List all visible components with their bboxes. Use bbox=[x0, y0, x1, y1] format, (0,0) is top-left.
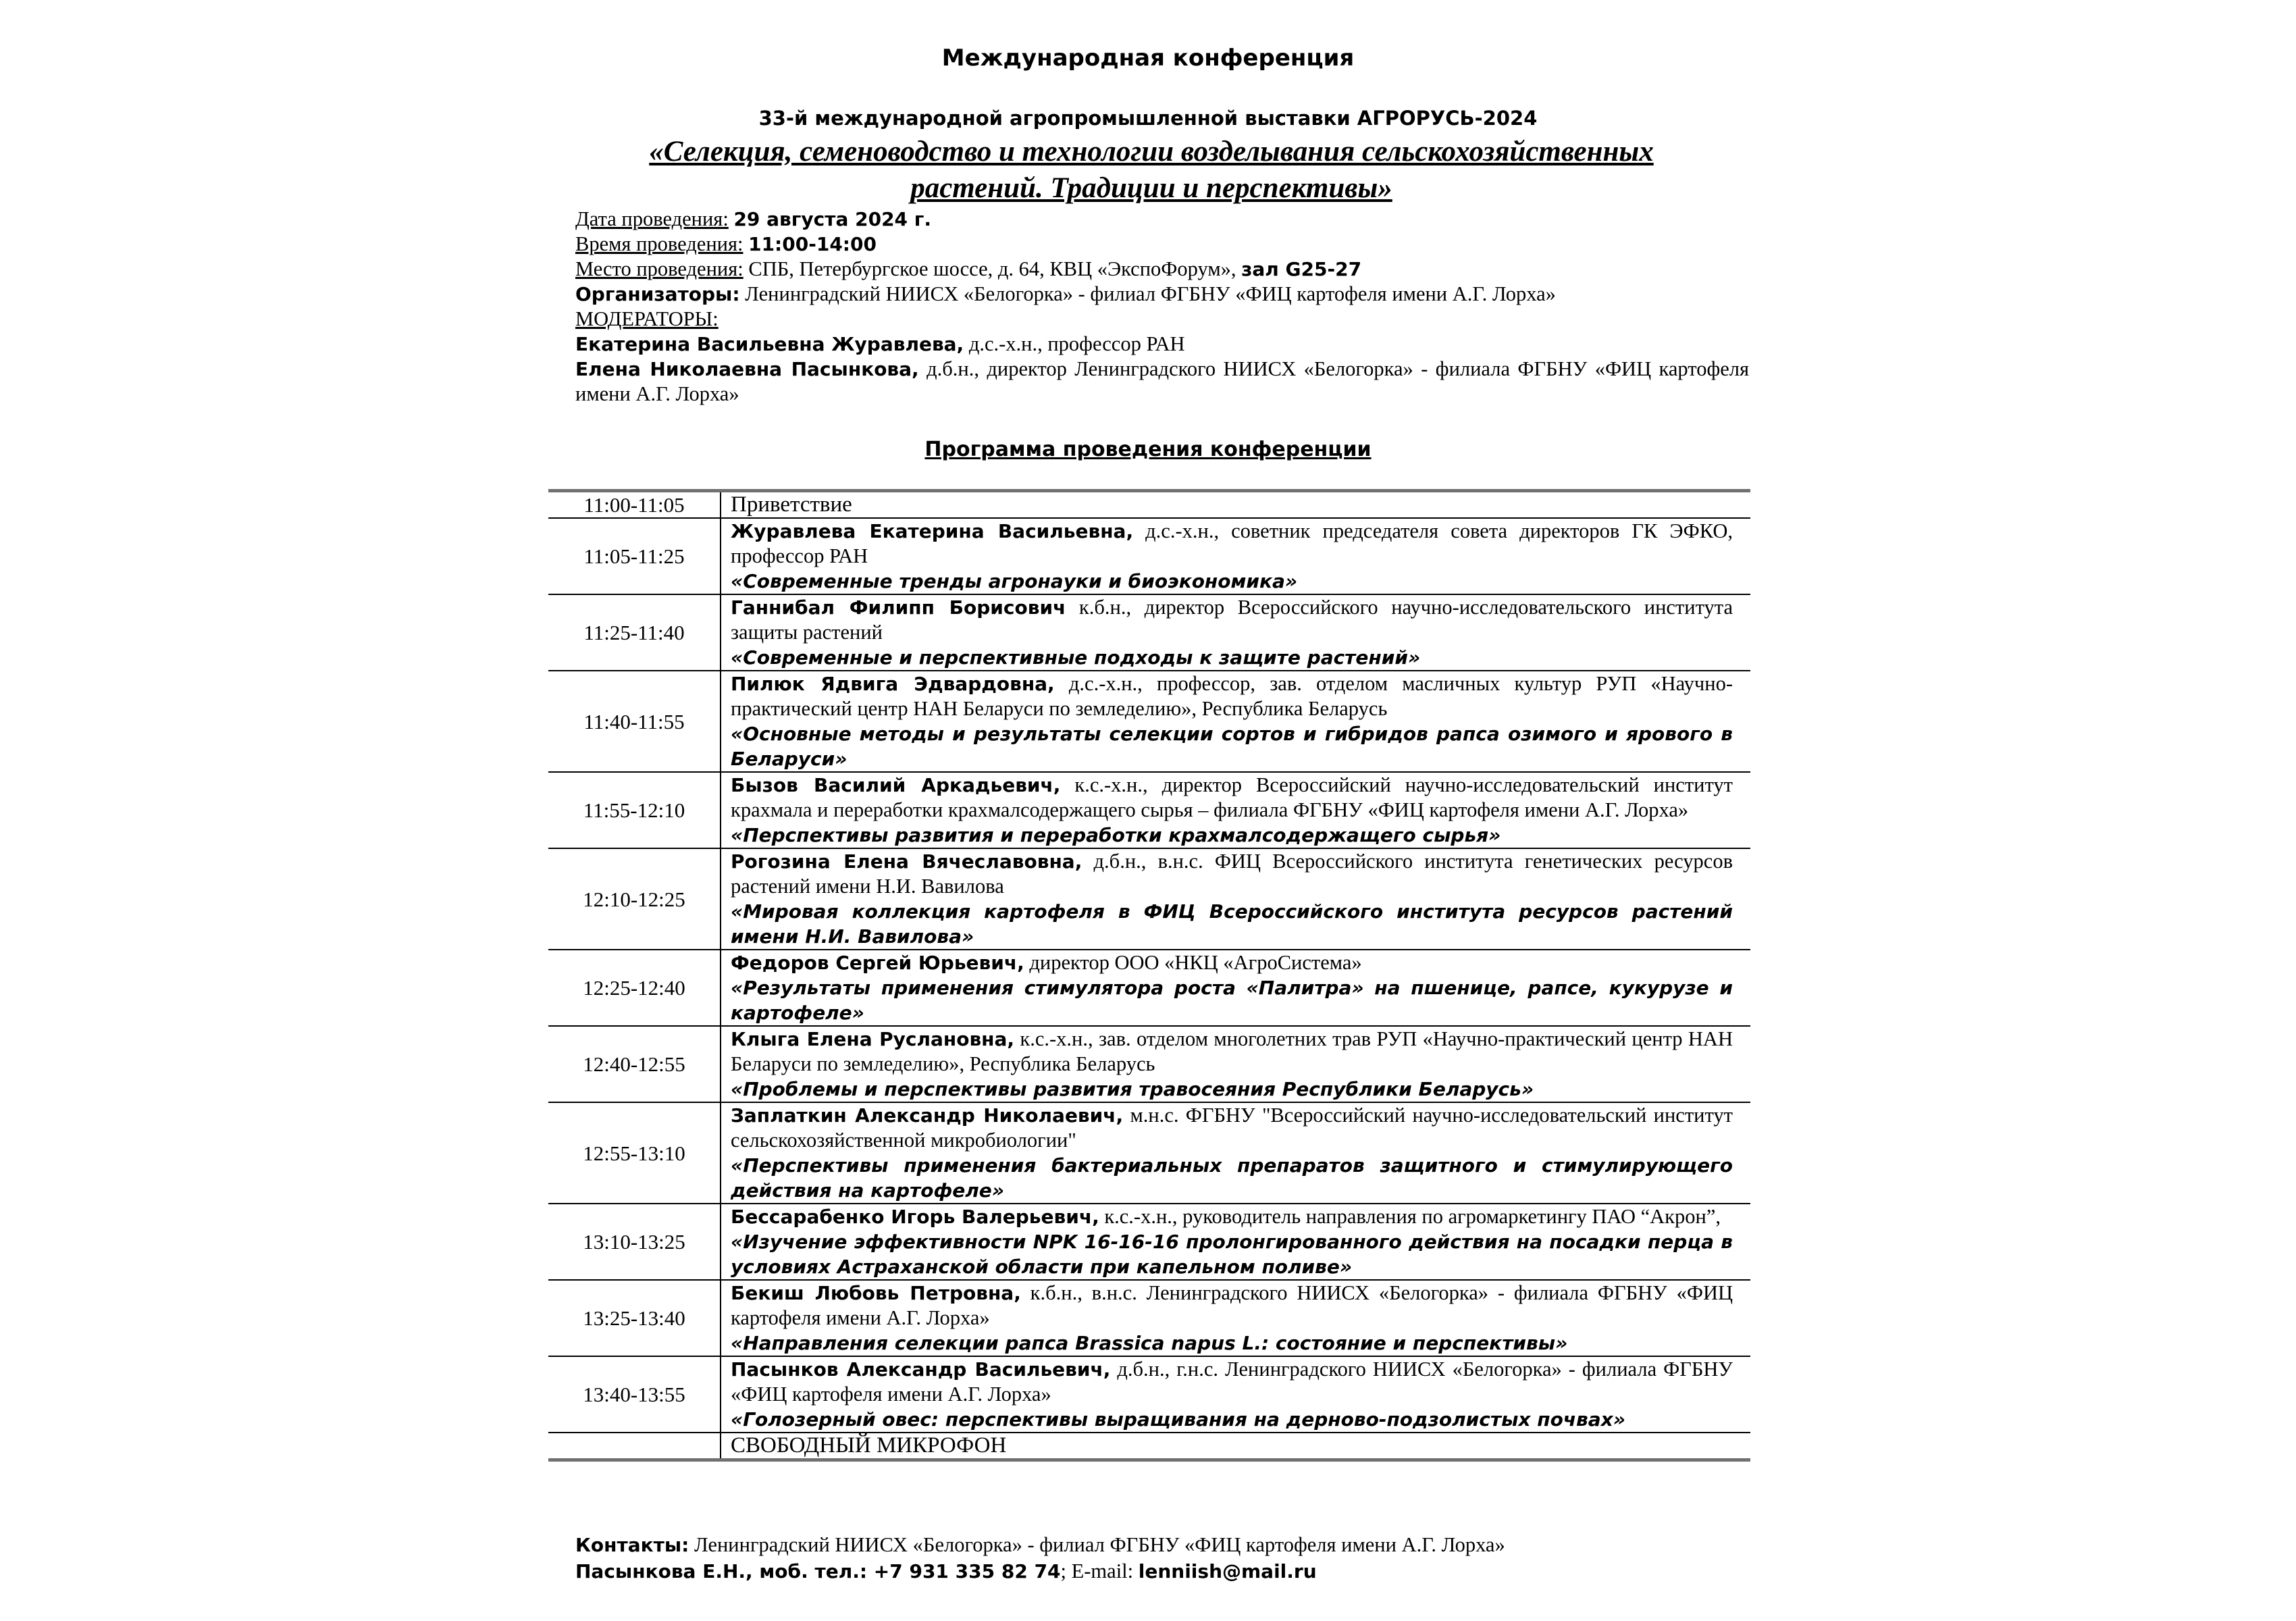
speaker-name: Рогозина Елена Вячеславовна, bbox=[731, 850, 1082, 873]
talk-topic: «Основные методы и результаты селекции сортов и гибридов рапса озимого и ярового в Беларуси» bbox=[731, 723, 1733, 770]
agenda-description bbox=[721, 1280, 1750, 1356]
speaker-name: Пилюк Ядвига Эдвардовна, bbox=[731, 673, 1055, 695]
agenda-time: 12:40-12:55 bbox=[548, 1026, 721, 1102]
agenda-description bbox=[721, 518, 1750, 594]
speaker-details: к.с.-х.н., руководитель направления по агромаркетингу ПАО “Акрон”, bbox=[1099, 1205, 1721, 1228]
speaker-name: Бекиш Любовь Петровна, bbox=[731, 1282, 1021, 1304]
talk-topic: «Перспективы применения бактериальных препаратов защитного и стимулирующего действия на картофеле» bbox=[731, 1154, 1733, 1202]
agenda-time: 11:55-12:10 bbox=[548, 772, 721, 848]
talk-topic: «Мировая коллекция картофеля в ФИЦ Всероссийского института ресурсов растений имени Н.И. Вавилова» bbox=[731, 900, 1733, 948]
agenda-time: 13:10-13:25 bbox=[548, 1204, 721, 1280]
agenda-row bbox=[548, 1204, 1750, 1280]
date-label: Дата проведения: bbox=[575, 207, 729, 230]
agenda-time: 11:40-11:55 bbox=[548, 671, 721, 772]
agenda-time: 12:25-12:40 bbox=[548, 950, 721, 1026]
moderator-2-name: Елена Николаевна Пасынкова, bbox=[575, 358, 919, 380]
agenda-time: 11:25-11:40 bbox=[548, 594, 721, 671]
agenda-description bbox=[721, 772, 1750, 848]
moderator-2 bbox=[575, 357, 1749, 407]
speaker-details: м.н.с. ФГБНУ "Всероссийский научно-исследовательский институт сельскохозяйственной микробиологии" bbox=[731, 1104, 1733, 1152]
place-label: Место проведения: bbox=[575, 257, 743, 280]
place-line bbox=[575, 257, 1749, 282]
agenda-time: 12:10-12:25 bbox=[548, 848, 721, 950]
event-info bbox=[575, 207, 1749, 407]
organizers-line bbox=[575, 282, 1749, 307]
speaker-details: к.б.н., в.н.с. Ленинградского НИИСХ «Белогорка» - филиала ФГБНУ «ФИЦ картофеля имени А.Г. Лорха» bbox=[731, 1281, 1733, 1329]
contact-person-phone: Пасынкова Е.Н., моб. тел.: +7 931 335 82 74 bbox=[575, 1560, 1061, 1583]
agenda-row bbox=[548, 1356, 1750, 1433]
place-value: СПБ, Петербургское шоссе, д. 64, КВЦ «ЭкспоФорум», bbox=[748, 257, 1242, 280]
talk-topic: «Направления селекции рапса Brassica napus L.: состояние и перспективы» bbox=[731, 1332, 1568, 1354]
speaker-details: д.с.-х.н., советник председателя совета директоров ГК ЭФКО, профессор РАН bbox=[731, 519, 1733, 567]
conference-title: «Селекция, семеноводство и технологии возделывания сельскохозяйственных растений. Традиции и перспективы» bbox=[649, 136, 1654, 204]
agenda-description bbox=[721, 1356, 1750, 1433]
agenda-row bbox=[548, 950, 1750, 1026]
conference-label: Международная конференция bbox=[941, 45, 1355, 72]
agenda-description bbox=[721, 950, 1750, 1026]
speaker-details: к.б.н., директор Всероссийского научно-исследовательского института защиты растений bbox=[731, 596, 1733, 644]
talk-topic: «Голозерный овес: перспективы выращивания на дерново-подзолистых почвах» bbox=[731, 1408, 1625, 1431]
agenda-description bbox=[721, 1204, 1750, 1280]
agenda-description bbox=[721, 594, 1750, 671]
agenda-description bbox=[721, 1102, 1750, 1204]
speaker-name: Бессарабенко Игорь Валерьевич, bbox=[731, 1206, 1099, 1228]
speaker-details: директор ООО «НКЦ «АгроСистема» bbox=[1024, 951, 1362, 974]
talk-topic: «Современные и перспективные подходы к защите растений» bbox=[731, 646, 1421, 669]
agenda-description bbox=[721, 1026, 1750, 1102]
agenda-text: СВОБОДНЫЙ МИКРОФОН bbox=[721, 1433, 1750, 1460]
agenda-time: 12:55-13:10 bbox=[548, 1102, 721, 1204]
agenda-description bbox=[721, 671, 1750, 772]
talk-topic: «Изучение эффективности NPK 16-16-16 пролонгированного действия на посадки перца в условиях Астраханской области при капельном поливе» bbox=[731, 1231, 1733, 1278]
agenda-table bbox=[548, 489, 1750, 1462]
speaker-name: Пасынков Александр Васильевич, bbox=[731, 1358, 1111, 1381]
agenda-row bbox=[548, 594, 1750, 671]
speaker-name: Клыга Елена Руслановна, bbox=[731, 1028, 1015, 1050]
talk-topic: «Проблемы и перспективы развития травосеяния Республики Беларусь» bbox=[731, 1078, 1534, 1100]
time-line bbox=[575, 232, 1749, 257]
speaker-details: д.с.-х.н., профессор, зав. отделом масличных культур РУП «Научно-практический центр НАН Беларуси по земледелию», Республика Беларусь bbox=[731, 672, 1733, 720]
program-heading: Программа проведения конференции bbox=[924, 438, 1372, 461]
agenda-time: 11:00-11:05 bbox=[548, 491, 721, 519]
talk-topic: «Перспективы развития и переработки крахмалсодержащего сырья» bbox=[731, 824, 1501, 846]
speaker-name: Ганнибал Филипп Борисович bbox=[731, 596, 1066, 619]
time-label: Время проведения: bbox=[575, 232, 743, 255]
exhibition-subtitle: 33-й международной агропромышленной выставки АГРОРУСЬ-2024 bbox=[758, 107, 1538, 130]
agenda-row bbox=[548, 1026, 1750, 1102]
agenda-row bbox=[548, 1102, 1750, 1204]
date-value: 29 августа 2024 г. bbox=[733, 208, 932, 230]
speaker-name: Федоров Сергей Юрьевич, bbox=[731, 952, 1024, 974]
moderator-1-role: д.с.-х.н., профессор РАН bbox=[964, 332, 1185, 355]
organizers-value: Ленинградский НИИСХ «Белогорка» - филиал ФГБНУ «ФИЦ картофеля имени А.Г. Лорха» bbox=[739, 282, 1556, 305]
moderator-1 bbox=[575, 332, 1749, 357]
agenda-row bbox=[548, 518, 1750, 594]
moderators-label: МОДЕРАТОРЫ: bbox=[575, 307, 719, 330]
speaker-details: к.с.-х.н., директор Всероссийский научно-исследовательский институт крахмала и переработки крахмалсодержащего сырья – филиала ФГБНУ «ФИЦ картофеля имени А.Г. Лорха» bbox=[731, 773, 1733, 821]
agenda-row bbox=[548, 848, 1750, 950]
agenda-row bbox=[548, 671, 1750, 772]
agenda-row bbox=[548, 491, 1750, 519]
speaker-name: Журавлева Екатерина Васильевна, bbox=[731, 520, 1134, 542]
agenda-time bbox=[548, 1433, 721, 1460]
speaker-details: к.с.-х.н., зав. отделом многолетних трав РУП «Научно-практический центр НАН Беларуси по земледелию», Республика Беларусь bbox=[731, 1027, 1733, 1075]
email-address: lenniish@mail.ru bbox=[1138, 1560, 1317, 1583]
agenda-text: Приветствие bbox=[721, 491, 1750, 519]
moderator-2-role: д.б.н., директор Ленинградского НИИСХ «Белогорка» - филиала ФГБНУ «ФИЦ картофеля имени А.Г. Лорха» bbox=[575, 357, 1749, 405]
contacts-label: Контакты: bbox=[575, 1534, 689, 1556]
moderator-1-name: Екатерина Васильевна Журавлева, bbox=[575, 333, 964, 355]
speaker-details: д.б.н., в.н.с. ФИЦ Всероссийского института генетических ресурсов растений имени Н.И. Вавилова bbox=[731, 850, 1733, 898]
organizers-label: Организаторы: bbox=[575, 283, 740, 305]
agenda-description bbox=[721, 848, 1750, 950]
speaker-details: д.б.н., г.н.с. Ленинградского НИИСХ «Белогорка» - филиала ФГБНУ «ФИЦ картофеля имени А.Г. Лорха» bbox=[731, 1358, 1733, 1406]
speaker-name: Заплаткин Александр Николаевич, bbox=[731, 1104, 1124, 1127]
talk-topic: «Современные тренды агронауки и биоэкономика» bbox=[731, 570, 1298, 592]
talk-topic: «Результаты применения стимулятора роста «Палитра» на пшенице, рапсе, кукурузе и картофеле» bbox=[731, 977, 1733, 1024]
date-line bbox=[575, 207, 1749, 232]
contacts-org: Ленинградский НИИСХ «Белогорка» - филиал ФГБНУ «ФИЦ картофеля имени А.Г. Лорха» bbox=[689, 1533, 1505, 1556]
agenda-row bbox=[548, 772, 1750, 848]
contacts-person-line bbox=[575, 1558, 1749, 1585]
agenda-time: 13:25-13:40 bbox=[548, 1280, 721, 1356]
speaker-name: Бызов Василий Аркадьевич, bbox=[731, 774, 1061, 796]
agenda-time: 11:05-11:25 bbox=[548, 518, 721, 594]
agenda-row bbox=[548, 1433, 1750, 1460]
contacts-org-line bbox=[575, 1532, 1749, 1558]
contacts bbox=[575, 1532, 1749, 1585]
place-hall: зал G25-27 bbox=[1241, 258, 1362, 280]
agenda-row bbox=[548, 1280, 1750, 1356]
time-value: 11:00-14:00 bbox=[748, 233, 877, 255]
email-label: ; E-mail: bbox=[1060, 1560, 1139, 1583]
agenda-time: 13:40-13:55 bbox=[548, 1356, 721, 1433]
